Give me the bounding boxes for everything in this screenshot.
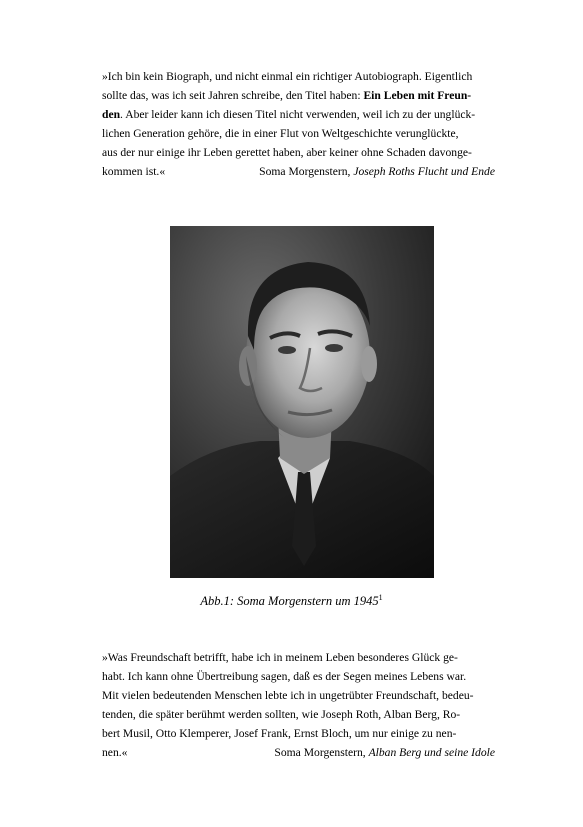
quote2-line-5: bert Musil, Otto Klemperer, Josef Frank, Ernst Bloch, um nur einige zu nen- bbox=[102, 727, 457, 740]
footnote-mark: 1 bbox=[378, 592, 383, 602]
quote1-line-4: lichen Generation gehöre, die in einer Flut von Weltgeschichte verunglückte, bbox=[102, 127, 459, 140]
quote2-line-1: »Was Freundschaft betrifft, habe ich in meinem Leben besonderes Glück ge- bbox=[102, 651, 458, 664]
book-title-bold-end: den bbox=[102, 108, 121, 121]
portrait-image bbox=[170, 226, 434, 578]
quote2-last-line bbox=[102, 743, 495, 762]
quote2-line-4: tenden, die später berühmt werden sollten, wie Joseph Roth, Alban Berg, Ro- bbox=[102, 708, 461, 721]
figure-caption bbox=[0, 592, 583, 610]
quote1-line-5: aus der nur einige ihr Leben gerettet haben, aber keiner ohne Schaden davonge- bbox=[102, 146, 472, 159]
opening-quote bbox=[102, 67, 495, 181]
quote1-last-line bbox=[102, 162, 495, 181]
caption-text: Abb.1: Soma Morgenstern um 1945 bbox=[200, 594, 379, 608]
book-title-bold: Ein Leben mit Freun- bbox=[363, 89, 472, 102]
quote1-line-2-text: sollte das, was ich seit Jahren schreibe, den Titel haben: bbox=[102, 89, 364, 102]
quote2-author: Soma Morgenstern, bbox=[274, 746, 369, 759]
quote2-attribution bbox=[274, 743, 495, 762]
portrait-photo bbox=[170, 226, 434, 578]
closing-quote bbox=[102, 648, 495, 762]
quote1-ending: kommen ist.« bbox=[102, 165, 166, 178]
quote1-author: Soma Morgenstern, bbox=[259, 165, 354, 178]
quote1-attribution bbox=[259, 162, 495, 181]
quote2-line-2: habt. Ich kann ohne Übertreibung sagen, daß es der Segen meines Lebens war. bbox=[102, 670, 467, 683]
quote1-work-title: Joseph Roths Flucht und Ende bbox=[353, 165, 495, 178]
quote2-line-3: Mit vielen bedeutenden Menschen lebte ich in ungetrübter Freundschaft, bedeu- bbox=[102, 689, 474, 702]
quote2-ending: nen.« bbox=[102, 746, 128, 759]
quote1-line-3 bbox=[102, 105, 495, 124]
quote1-line-2 bbox=[102, 86, 495, 105]
quote2-work-title: Alban Berg und seine Idole bbox=[368, 746, 495, 759]
quote1-line-1: »Ich bin kein Biograph, und nicht einmal ein richtiger Autobiograph. Eigentlich bbox=[102, 70, 473, 83]
quote1-line-3-text: . Aber leider kann ich diesen Titel nicht verwenden, weil ich zu der unglück- bbox=[120, 108, 476, 121]
